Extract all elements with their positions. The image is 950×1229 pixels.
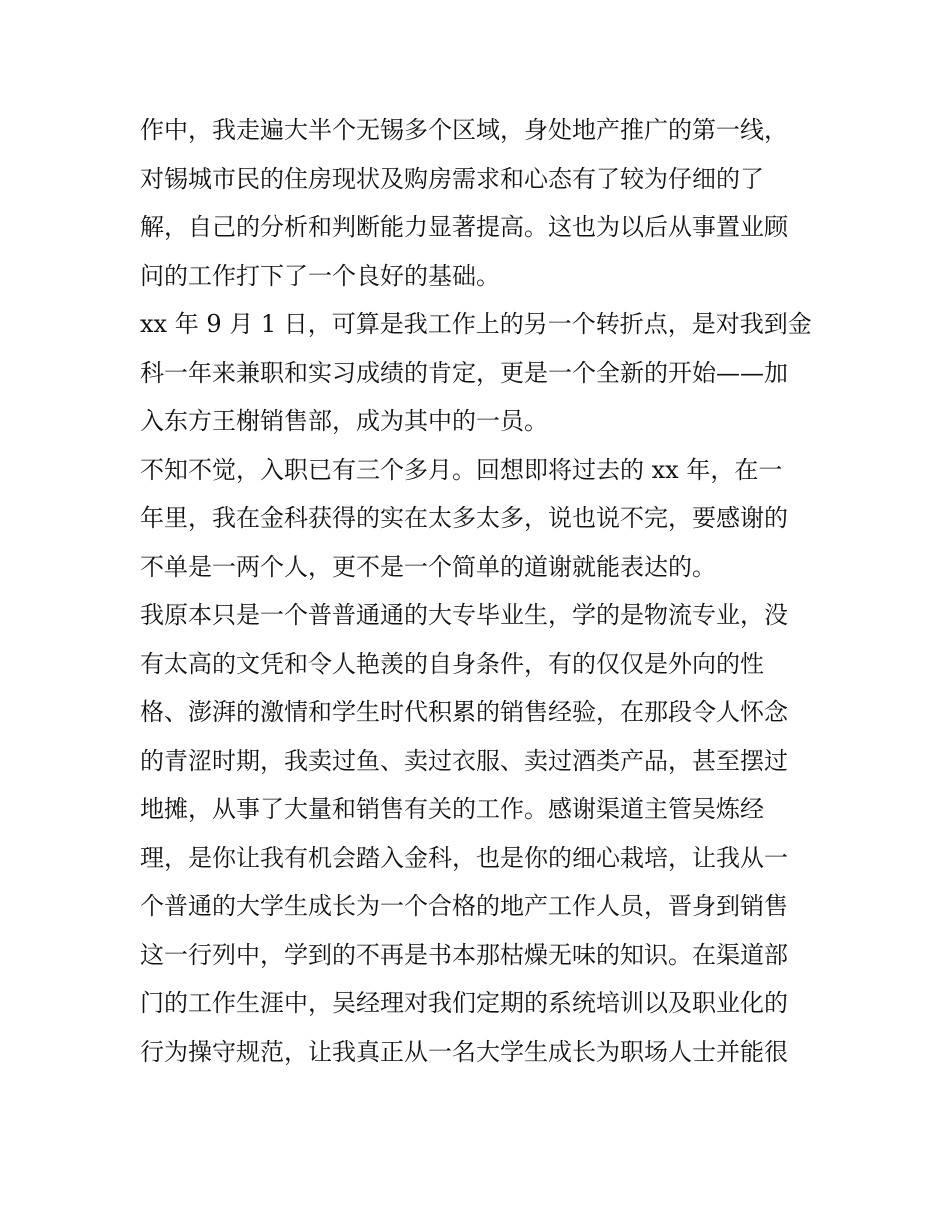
text-line-5: xx 年 9 月 1 日，可算是我工作上的另一个转折点，是对我到金 (140, 310, 812, 338)
text-line-4: 问的工作打下了一个良好的基础。 (140, 261, 500, 290)
text-line-6: 科一年来兼职和实习成绩的肯定，更是一个全新的开始——加 (140, 358, 788, 387)
text-line-8: 不知不觉，入职已有三个多月。回想即将过去的 xx 年，在一 (140, 455, 783, 484)
text-line-7: 入东方王榭销售部，成为其中的一员。 (140, 407, 548, 435)
text-line-16: 理，是你让我有机会踏入金科，也是你的细心栽培，让我从一 (140, 843, 788, 872)
text-line-3: 解，自己的分析和判断能力显著提高。这也为以后从事置业顾 (140, 213, 788, 241)
text-line-9: 年里，我在金科获得的实在太多太多，说也说不完，要感谢的 (140, 504, 788, 532)
text-line-18: 这一行列中，学到的不再是书本那枯燥无味的知识。在渠道部 (140, 940, 788, 969)
text-line-11: 我原本只是一个普普通通的大专毕业生，学的是物流专业，没 (140, 601, 788, 629)
text-line-1: 作中，我走遍大半个无锡多个区域，身处地产推广的第一线， (140, 116, 788, 144)
text-line-2: 对锡城市民的住房现状及购房需求和心态有了较为仔细的了 (140, 164, 764, 193)
text-line-19: 门的工作生涯中，吴经理对我们定期的系统培训以及职业化的 (140, 989, 788, 1017)
text-line-15: 地摊，从事了大量和销售有关的工作。感谢渠道主管吴炼经 (140, 795, 764, 823)
text-line-10: 不单是一两个人，更不是一个简单的道谢就能表达的。 (140, 552, 716, 581)
text-line-20: 行为操守规范，让我真正从一名大学生成长为职场人士并能很 (140, 1037, 788, 1066)
document-body (140, 106, 812, 1076)
text-line-12: 有太高的文凭和令人艳羡的自身条件，有的仅仅是外向的性 (140, 649, 764, 678)
text-line-17: 个普通的大学生成长为一个合格的地产工作人员，晋身到销售 (140, 892, 788, 920)
text-line-13: 格、澎湃的激情和学生时代积累的销售经验，在那段令人怀念 (140, 698, 788, 726)
text-line-14: 的青涩时期，我卖过鱼、卖过衣服、卖过酒类产品，甚至摆过 (140, 746, 788, 775)
